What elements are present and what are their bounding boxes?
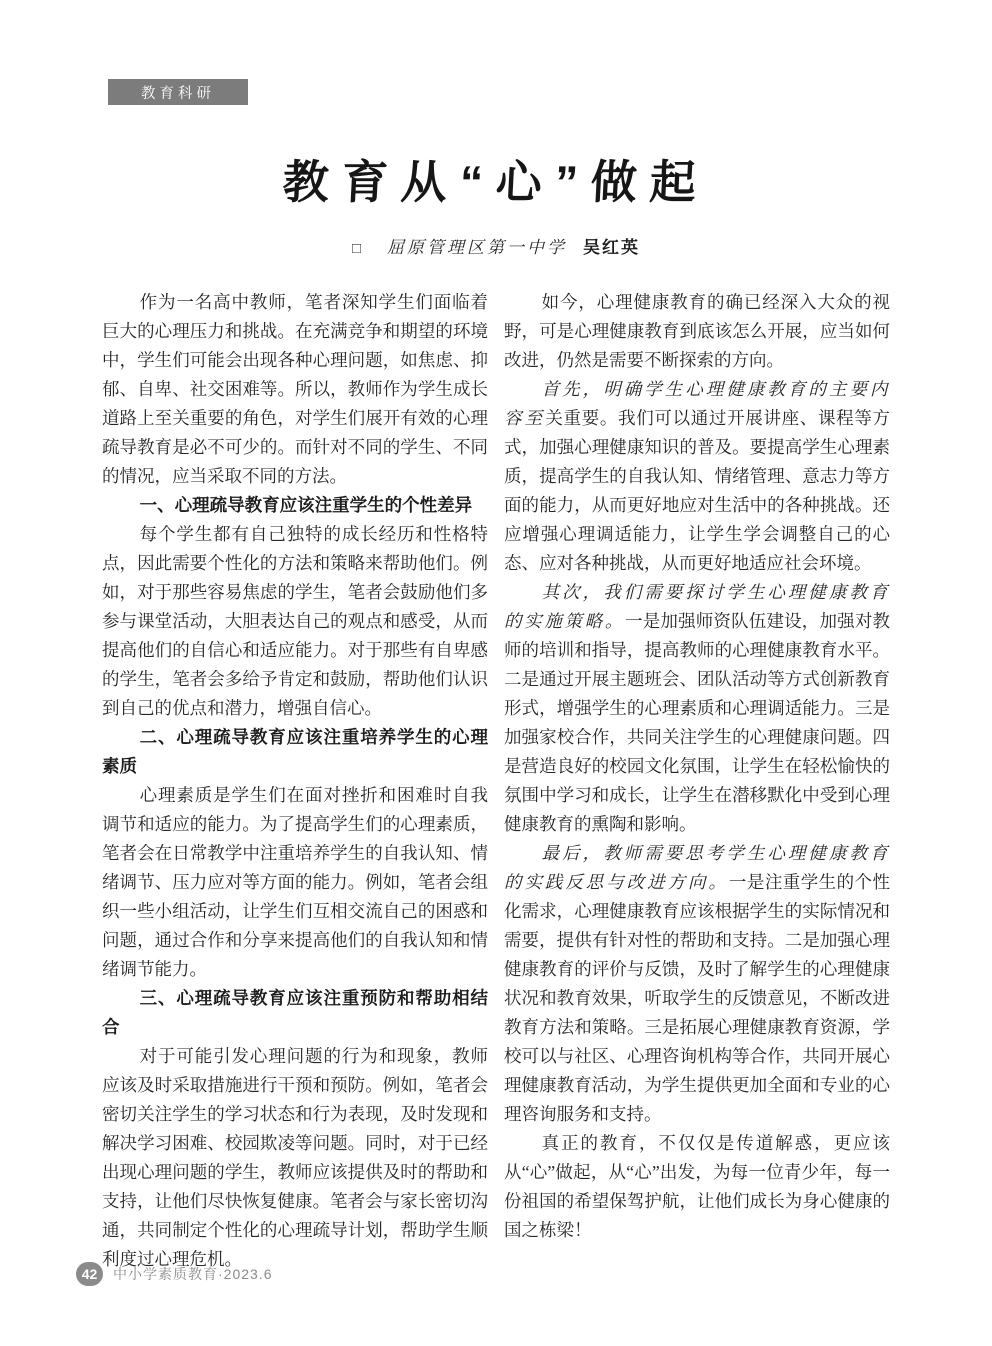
section-1-heading: 一、心理疏导教育应该注重学生的个性差异 [139,495,473,515]
firstly-emphasis-lead: 首先，明确学生心理健康教育的主要内容至 [504,379,890,428]
section-3-heading: 三、心理疏导教育应该注重预防和帮助相结合 [102,988,488,1037]
lastly-emphasis-lead: 最后，教师需要思考学生心理健康教育的实践反思与改进方向。 [504,843,890,892]
conclusion-paragraph: 真正的教育，不仅仅是传道解惑，更应该从“心”做起，从“心”出发，为每一位青少年，每一份祖国的希望保驾护航，让他们成长为身心健康的国之栋梁！ [504,1133,890,1240]
secondly-emphasis-lead: 其次，我们需要探讨学生心理健康教育的实施策略。 [504,582,890,631]
article-body [102,288,890,1274]
byline-square-marker: □ [351,241,362,257]
journal-name: 中小学素质教育·2023.6 [113,1266,273,1282]
page-number-badge: 42 [76,1262,103,1286]
lastly-paragraph-text: 一是注重学生的个性化需求，心理健康教育应该根据学生的实际情况和需要，提供有针对性的帮助和支持。二是加强心理健康教育的评价与反馈，及时了解学生的心理健康状况和教育效果，听取学生的反馈意见，不断改进教育方法和策略。三是拓展心理健康教育资源，学校可以与社区、心理咨询机构等合作，共同开展心理健康教育活动，为学生提供更加全面和专业的心理咨询服务和支持。 [504,872,891,1124]
section-2-paragraph: 心理素质是学生们在面对挫折和困难时自我调节和适应的能力。为了提高学生们的心理素质，笔者会在日常教学中注重培养学生的自我认知、情绪调节、压力应对等方面的能力。例如，笔者会组织一些小组活动，让学生们互相交流自己的困惑和问题，通过合作和分享来提高他们的自我认知和情绪调节能力。 [102,785,488,979]
byline [0,233,992,258]
firstly-paragraph [504,375,890,578]
article-title: 教育从“心”做起 [281,156,711,208]
page-footer [76,1262,272,1286]
section-2-heading: 二、心理疏导教育应该注重培养学生的心理素质 [102,727,488,776]
intro-paragraph: 作为一名高中教师，笔者深知学生们面临着巨大的心理压力和挑战。在充满竞争和期望的环境中，学生们可能会出现各种心理问题，如焦虑、抑郁、自卑、社交困难等。所以，教师作为学生成长道路上至关重要的角色，对学生们展开有效的心理疏导教育是必不可少的。而针对不同的学生、不同的情况，应当采取不同的方法。 [102,292,488,486]
left-column [102,288,488,1274]
category-badge: 教育科研 [108,79,248,105]
secondly-paragraph-text: 一是加强师资队伍建设，加强对教师的培训和指导，提高教师的心理健康教育水平。二是通过开展主题班会、团队活动等方式创新教育形式，增强学生的心理素质和心理调适能力。三是加强家校合作，共同关注学生的心理健康问题。四是营造良好的校园文化氛围，让学生在轻松愉快的氛围中学习和成长，让学生在潜移默化中受到心理健康教育的熏陶和影响。 [504,611,891,834]
firstly-paragraph-text: 关重要。我们可以通过开展讲座、课程等方式，加强心理健康知识的普及。要提高学生心理素质，提高学生的自我认知、情绪管理、意志力等方面的能力，从而更好地应对生活中的各种挑战。还应增强心理调适能力，让学生学会调整自己的心态、应对各种挑战，从而更好地适应社会环境。 [504,408,891,573]
section-1-paragraph: 每个学生都有自己独特的成长经历和性格特点，因此需要个性化的方法和策略来帮助他们。例如，对于那些容易焦虑的学生，笔者会鼓励他们多参与课堂活动，大胆表达自己的观点和感受，从而提高他们的自信心和适应能力。对于那些有自卑感的学生，笔者会多给予肯定和鼓励，帮助他们认识到自己的优点和潜力，增强自信心。 [102,524,488,718]
author-name: 吴红英 [583,238,641,257]
lastly-paragraph [504,839,890,1129]
section-3-paragraph: 对于可能引发心理问题的行为和现象，教师应该及时采取措施进行干预和预防。例如，笔者会密切关注学生的学习状态和行为表现，及时发现和解决学习困难、校园欺凌等问题。同时，对于已经出现心理问题的学生，教师应该提供及时的帮助和支持，让他们尽快恢复健康。笔者会与家长密切沟通，共同制定个性化的心理疏导计划，帮助学生顺利度过心理危机。 [102,1046,488,1269]
secondly-paragraph [504,578,890,839]
right-intro-paragraph: 如今，心理健康教育的确已经深入大众的视野，可是心理健康教育到底该怎么开展，应当如何改进，仍然是需要不断探索的方向。 [504,292,890,370]
right-column [504,288,890,1274]
author-affiliation: 屈原管理区第一中学 [387,238,568,257]
